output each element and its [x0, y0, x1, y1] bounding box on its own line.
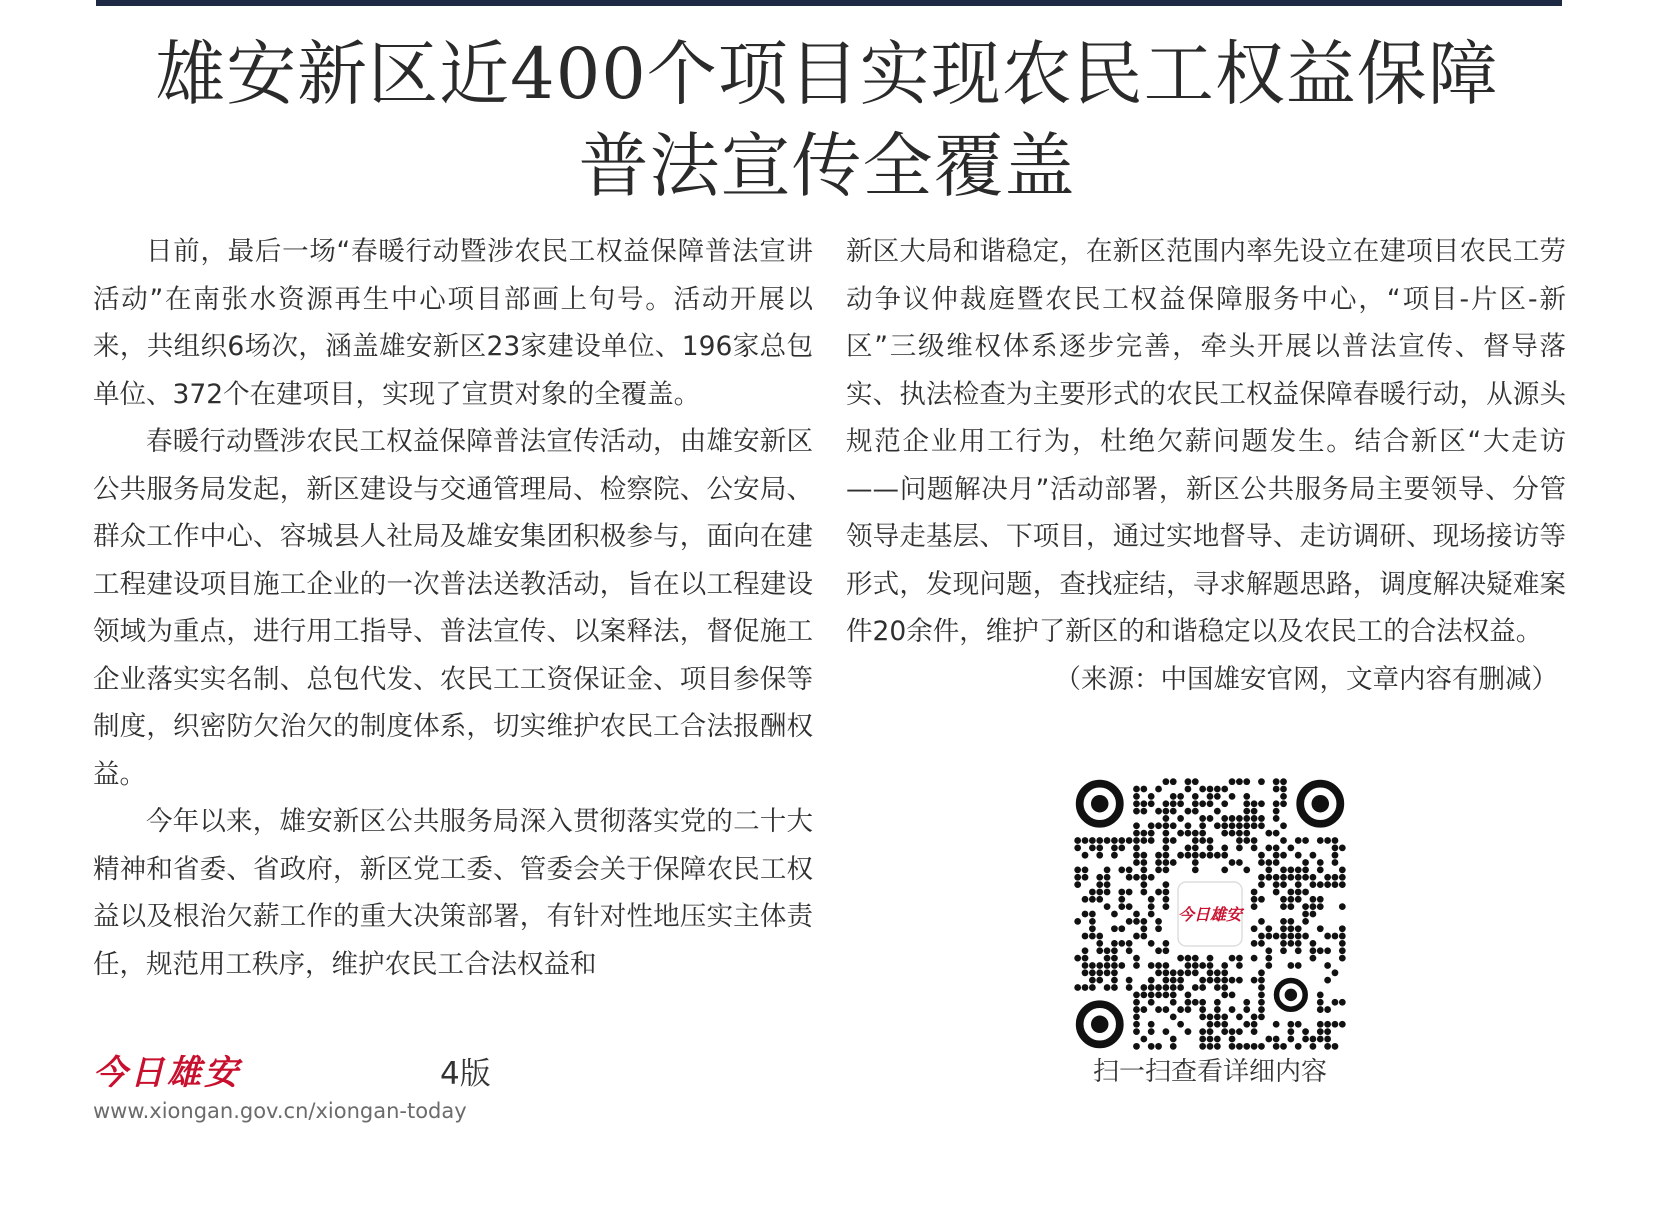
article-right-column [846, 228, 1566, 703]
paragraph-2: 春暖行动暨涉农民工权益保障普法宣传活动，由雄安新区公共服务局发起，新区建设与交通管理局、检察院、公安局、群众工作中心、容城县人社局及雄安集团积极参与，面向在建工程建设项目施工企业的一次普法送教活动，旨在以工程建设领域为重点，进行用工指导、普法宣传、以案释法，督促施工企业落实实名制、总包代发、农民工工资保证金、项目参保等制度，织密防欠治欠的制度体系，切实维护农民工合法报酬权益。 [93, 426, 813, 790]
top-accent-bar [96, 0, 1562, 6]
page-label: 4版 [440, 1056, 491, 1092]
article-left-column [93, 228, 813, 988]
site-url[interactable]: www.xiongan.gov.cn/xiongan-today [93, 1099, 467, 1123]
source-note: （来源：中国雄安官网，文章内容有删减） [1054, 663, 1558, 695]
qr-code[interactable] [1074, 778, 1346, 1050]
title-line-1: 雄安新区近400个项目实现农民工权益保障 [155, 33, 1499, 115]
qr-caption: 扫一扫查看详细内容 [1092, 1057, 1327, 1087]
paragraph-1: 日前，最后一场“春暖行动暨涉农民工权益保障普法宣讲活动”在南张水资源再生中心项目部画上句号。活动开展以来，共组织6场次，涵盖雄安新区23家建设单位、196家总包单位、372个在建项目，实现了宣贯对象的全覆盖。 [93, 236, 813, 410]
paragraph-3: 今年以来，雄安新区公共服务局深入贯彻落实党的二十大精神和省委、省政府，新区党工委、管委会关于保障农民工权益以及根治欠薪工作的重大决策部署，有针对性地压实主体责任，规范用工秩序，维护农民工合法权益和 [93, 806, 813, 980]
qr-finder-dot [1091, 1016, 1108, 1033]
qr-logo-text: 今日雄安 [1177, 905, 1243, 924]
title-line-2: 普法宣传全覆盖 [578, 125, 1076, 207]
article-title [0, 28, 1654, 212]
paragraph-3-continued: 新区大局和谐稳定，在新区范围内率先设立在建项目农民工劳动争议仲裁庭暨农民工权益保障服务中心，“项目-片区-新区”三级维权体系逐步完善，牵头开展以普法宣传、督导落实、执法检查为主要形式的农民工权益保障春暖行动，从源头规范企业用工行为，杜绝欠薪问题发生。结合新区“大走访——问题解决月”活动部署，新区公共服务局主要领导、分管领导走基层、下项目，通过实地督导、走访调研、现场接访等形式，发现问题，查找症结，寻求解题思路，调度解决疑难案件20余件，维护了新区的和谐稳定以及农民工的合法权益。 [846, 236, 1566, 647]
qr-finder-dot [1312, 795, 1329, 812]
qr-finder-dot [1285, 989, 1297, 1001]
qr-code-icon [1074, 778, 1346, 1050]
qr-finder-dot [1091, 795, 1108, 812]
brand-logo: 今日雄安 [93, 1053, 241, 1093]
